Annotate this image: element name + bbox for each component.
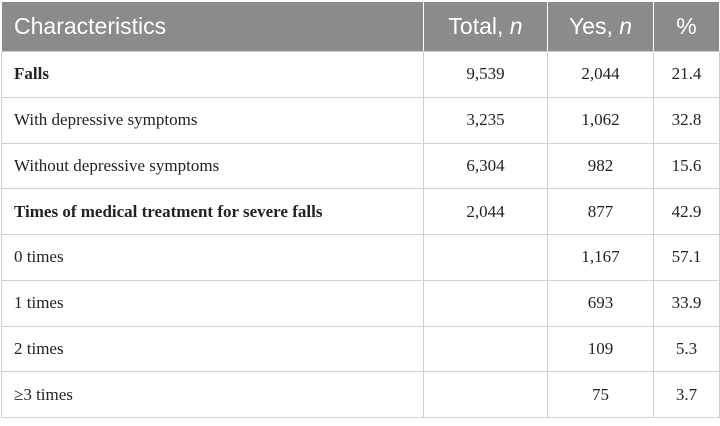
row-total <box>424 326 548 372</box>
row-percent: 32.8 <box>654 97 720 143</box>
header-percent <box>654 2 720 52</box>
table-row <box>2 372 720 418</box>
row-percent: 33.9 <box>654 280 720 326</box>
row-yes: 877 <box>548 189 654 235</box>
row-yes: 693 <box>548 280 654 326</box>
table-row <box>2 189 720 235</box>
row-percent: 5.3 <box>654 326 720 372</box>
header-yes-n: n <box>619 13 633 39</box>
falls-statistics-table <box>1 1 720 418</box>
header-total <box>424 2 548 52</box>
row-characteristic: With depressive symptoms <box>2 97 424 143</box>
row-percent: 15.6 <box>654 143 720 189</box>
row-characteristic: 2 times <box>2 326 424 372</box>
row-yes: 982 <box>548 143 654 189</box>
row-total: 2,044 <box>424 189 548 235</box>
row-total: 6,304 <box>424 143 548 189</box>
header-characteristics <box>2 2 424 52</box>
row-characteristic: 0 times <box>2 235 424 281</box>
row-characteristic: Without depressive symptoms <box>2 143 424 189</box>
header-yes-label: Yes, <box>568 13 620 39</box>
row-yes: 109 <box>548 326 654 372</box>
row-percent: 42.9 <box>654 189 720 235</box>
row-total: 3,235 <box>424 97 548 143</box>
table-row <box>2 326 720 372</box>
header-total-label: Total, <box>448 13 510 39</box>
table-row <box>2 235 720 281</box>
row-percent: 21.4 <box>654 52 720 98</box>
row-yes: 75 <box>548 372 654 418</box>
header-characteristics-label: Characteristics <box>14 13 167 39</box>
table-row <box>2 97 720 143</box>
row-characteristic: Falls <box>2 52 424 98</box>
row-yes: 1,062 <box>548 97 654 143</box>
header-percent-label: % <box>676 13 697 39</box>
header-yes <box>548 2 654 52</box>
row-characteristic: Times of medical treatment for severe falls <box>2 189 424 235</box>
row-total <box>424 280 548 326</box>
row-characteristic: ≥3 times <box>2 372 424 418</box>
row-characteristic: 1 times <box>2 280 424 326</box>
row-total <box>424 235 548 281</box>
row-total <box>424 372 548 418</box>
row-total: 9,539 <box>424 52 548 98</box>
row-yes: 1,167 <box>548 235 654 281</box>
header-total-n: n <box>509 13 523 39</box>
row-percent: 57.1 <box>654 235 720 281</box>
table-row <box>2 143 720 189</box>
table-row <box>2 280 720 326</box>
table-row <box>2 52 720 98</box>
table-header-row <box>2 2 720 52</box>
row-percent: 3.7 <box>654 372 720 418</box>
row-yes: 2,044 <box>548 52 654 98</box>
